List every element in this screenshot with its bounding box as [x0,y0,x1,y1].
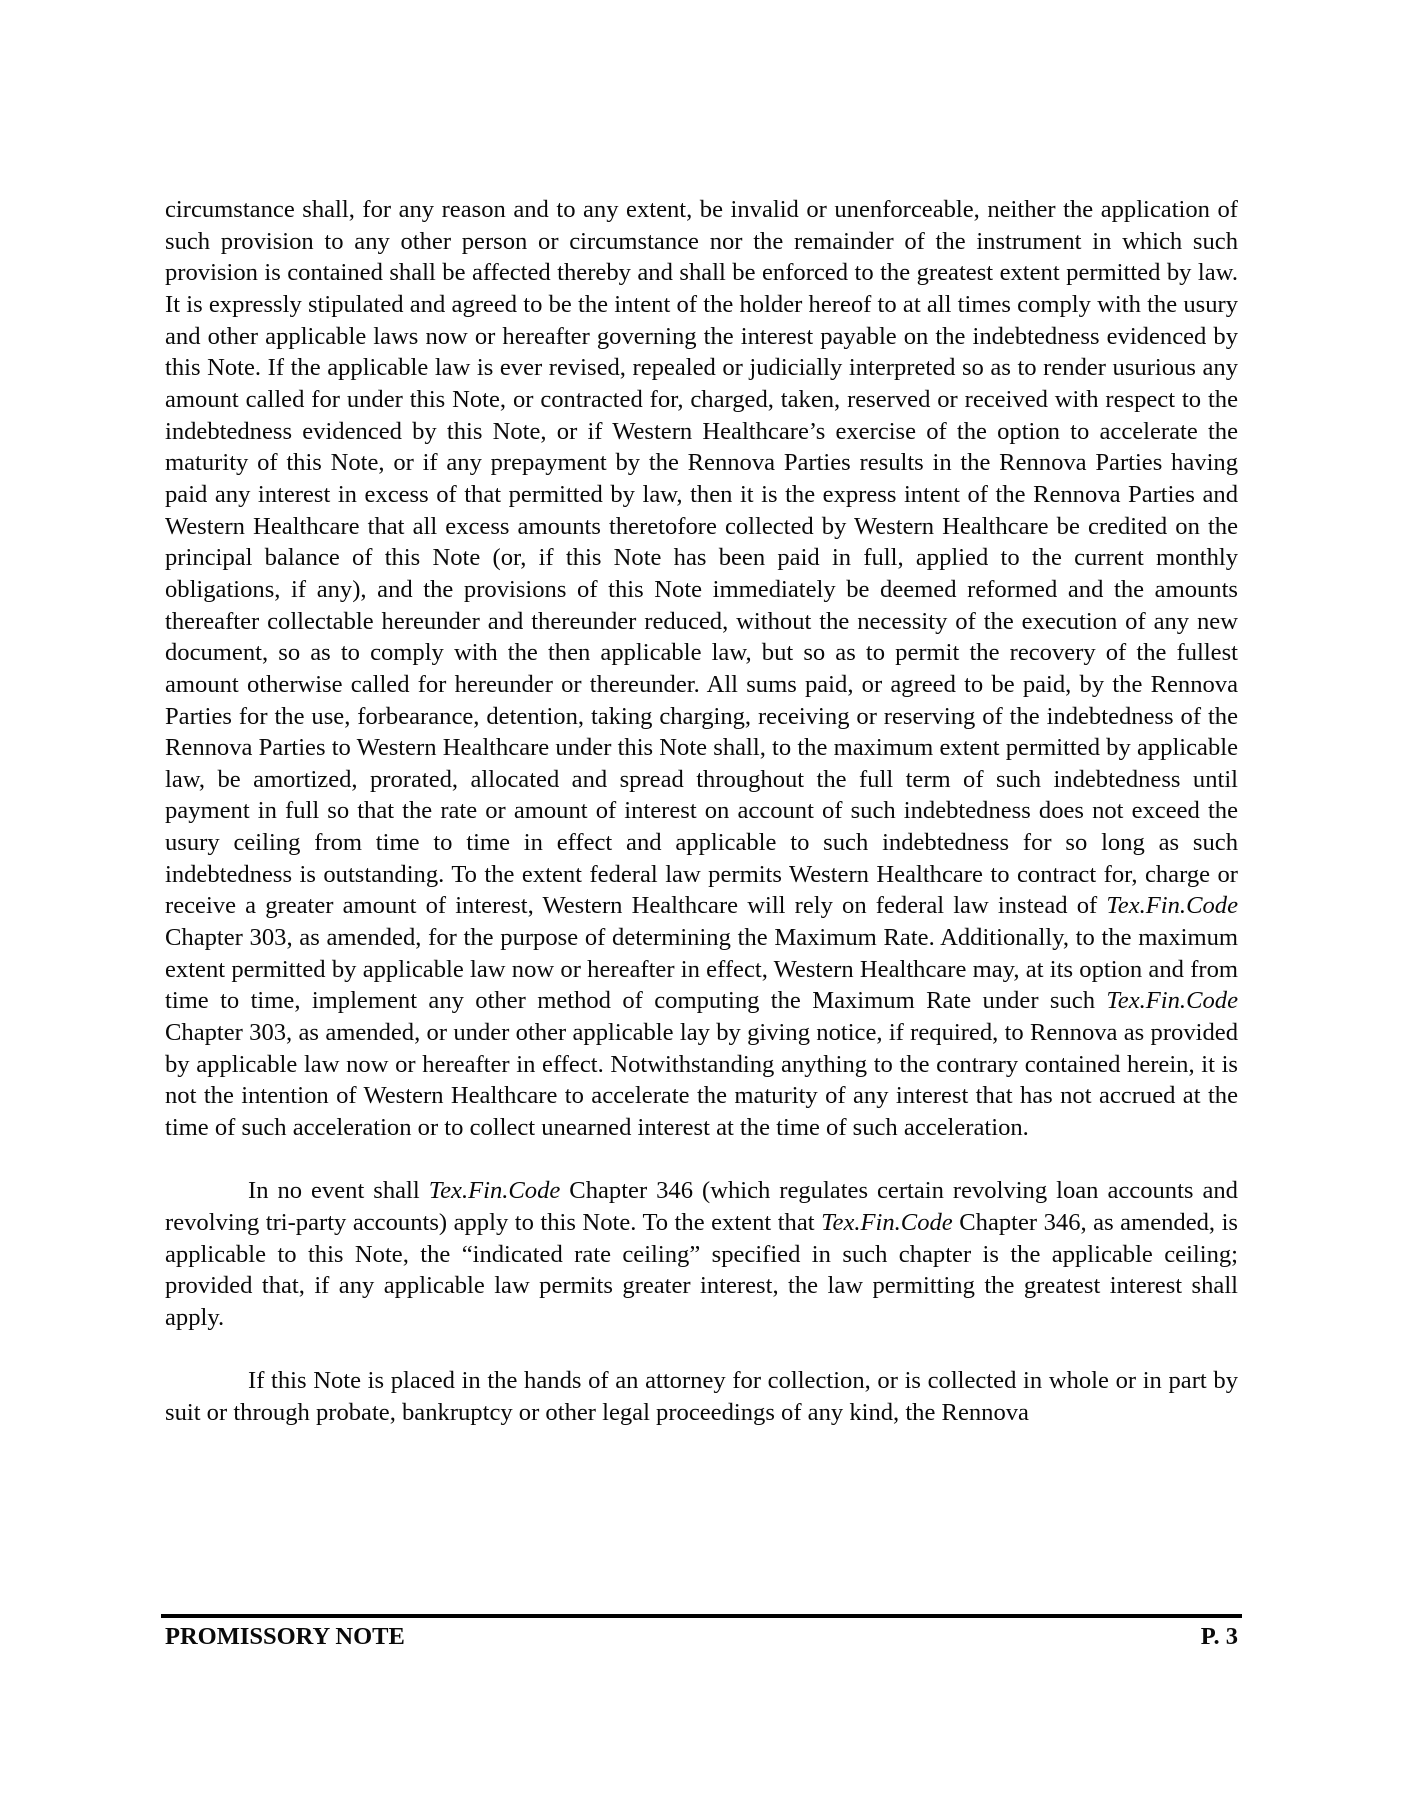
paragraph-collection-costs [165,1365,1238,1428]
text-segment: circumstance shall, for any reason and to any extent, be invalid or unenforceable, neither the application of such provision to any other person or circumstance nor the remainder of the instrument in which such provision is contained shall be affected thereby and shall be enforced to the greatest extent permitted by law. It is expressly stipulated and agreed to be the intent of the holder hereof to at all times comply with the usury and other applicable laws now or hereafter governing the interest payable on the indebtedness evidenced by this Note. If the applicable law is ever revised, repealed or judicially interpreted so as to render usurious any amount called for under this Note, or contracted for, charged, taken, reserved or received with respect to the indebtedness evidenced by this Note, or if Western Healthcare’s exercise of the option to accelerate the maturity of this Note, or if any prepayment by the Rennova Parties results in the Rennova Parties having paid any interest in excess of that permitted by law, then it is the express intent of the Rennova Parties and Western Healthcare that all excess amounts theretofore collected by Western Healthcare be credited on the principal balance of this Note (or, if this Note has been paid in full, applied to the current monthly obligations, if any), and the provisions of this Note immediately be deemed reformed and the amounts thereafter collectable hereunder and thereunder reduced, without the necessity of the execution of any new document, so as to comply with the then applicable law, but so as to permit the recovery of the fullest amount otherwise called for hereunder or thereunder. All sums paid, or agreed to be paid, by the Rennova Parties for the use, forbearance, detention, taking charging, receiving or reserving of the indebtedness of the Rennova Parties to Western Healthcare under this Note shall, to the maximum extent permitted by applicable law, be amortized, prorated, allocated and spread throughout the full term of such indebtedness until payment in full so that the rate or amount of interest on account of such indebtedness does not exceed the usury ceiling from time to time in effect and applicable to such indebtedness for so long as such indebtedness is outstanding. To the extent federal law permits Western Healthcare to contract for, charge or receive a greater amount of interest, Western Healthcare will rely on federal law instead of [165,196,1238,920]
footer-page-number: P. 3 [1200,1623,1238,1650]
document-body [165,194,1238,1429]
text-segment: In no event shall [248,1177,429,1205]
paragraph-usury-savings [165,194,1238,1144]
statute-citation: Tex.Fin.Code [1106,892,1238,920]
page-footer [165,1622,1238,1652]
footer-document-title: PROMISSORY NOTE [165,1623,405,1650]
text-segment: If this Note is placed in the hands of an attorney for collection, or is collected in whole or in part by suit or through probate, bankruptcy or other legal proceedings of any kind, the Rennova [165,1367,1238,1426]
text-segment: Chapter 346, as amended, is applicable to this Note, the “indicated rate ceiling” specified in such chapter is the applicable ceiling; provided that, if any applicable law permits greater interest, the law permitting the greatest interest shall apply. [165,1208,1238,1331]
statute-citation: Tex.Fin.Code [1106,987,1238,1015]
text-segment: Chapter 303, as amended, for the purpose of determining the Maximum Rate. Additionally, to the maximum extent permitted by applicable law now or hereafter in effect, Western Healthcare may, at its option and from time to time, implement any other method of computing the Maximum Rate under such [165,924,1238,1015]
statute-citation: Tex.Fin.Code [821,1208,953,1236]
statute-citation: Tex.Fin.Code [428,1177,561,1205]
text-segment: Chapter 346 (which regulates certain revolving loan accounts and revolving tri-party accounts) apply to this Note. To the extent that [165,1177,1238,1236]
footer-divider [161,1614,1242,1618]
text-segment: Chapter 303, as amended, or under other applicable lay by giving notice, if required, to Rennova as provided by applicable law now or hereafter in effect. Notwithstanding anything to the contrary contained herein, it is not the intention of Western Healthcare to accelerate the maturity of any interest that has not accrued at the time of such acceleration or to collect unearned interest at the time of such acceleration. [165,1019,1238,1142]
paragraph-chapter-346 [165,1175,1238,1333]
